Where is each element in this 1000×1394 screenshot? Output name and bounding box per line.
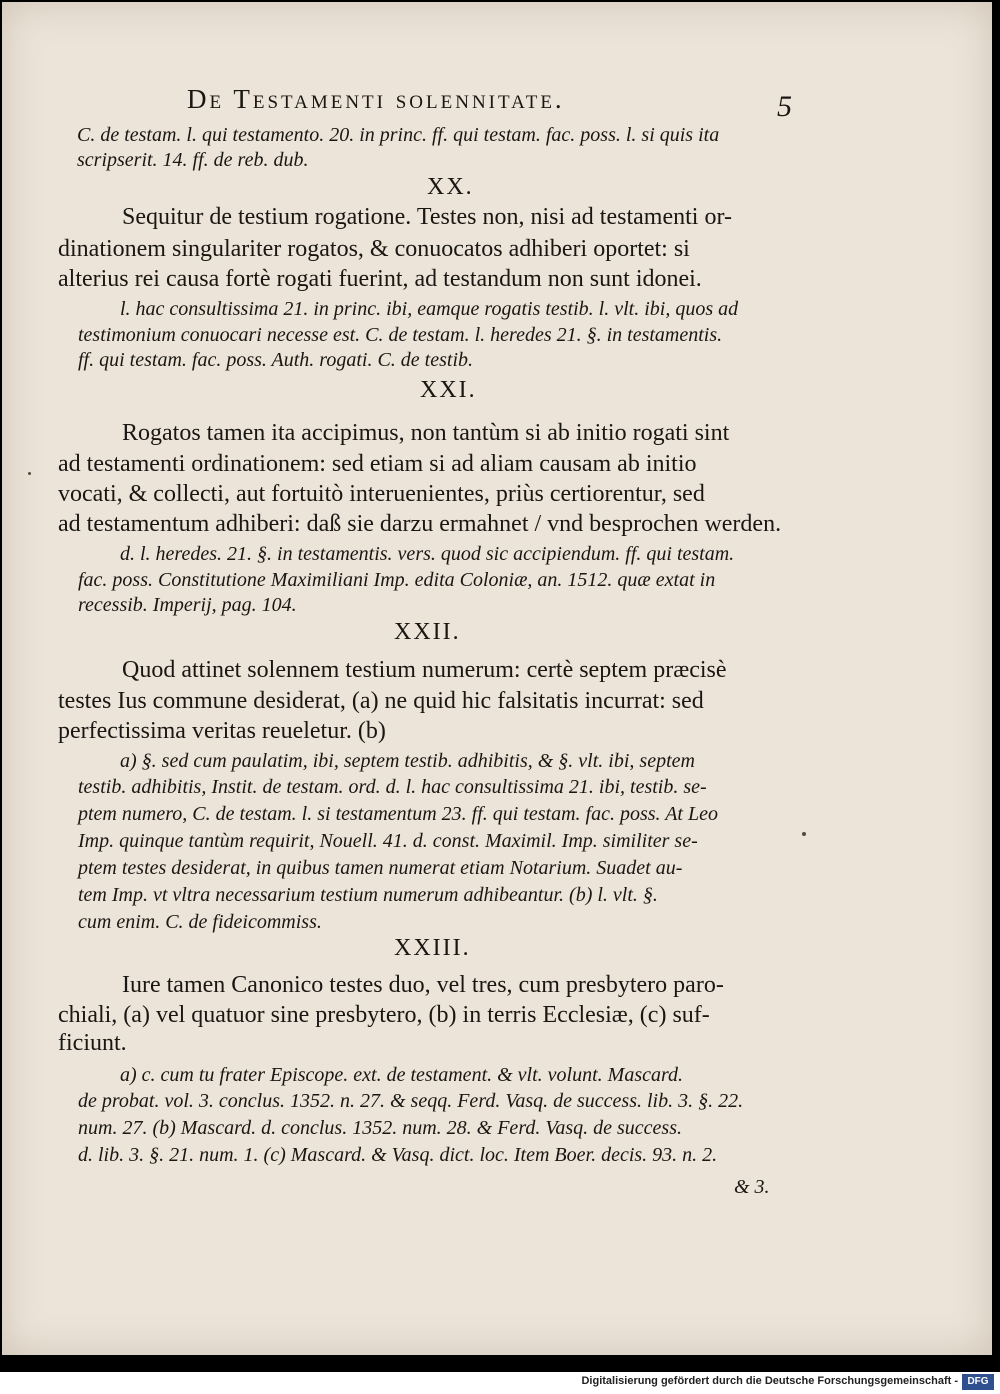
section-heading: XX. [427,174,474,200]
citation-line: a) §. sed cum paulatim, ibi, septem testib. adhibitis, & §. vlt. ibi, septem [120,750,695,772]
citation-line: testimonium conuocari necesse est. C. de testam. l. heredes 21. §. in testamentis. [78,324,723,346]
page-number: 5 [777,90,792,123]
citation-line: ptem testes desiderat, in quibus tamen numerat etiam Notarium. Suadet au- [78,857,683,879]
section-heading: XXI. [420,377,477,403]
body-text-line: ad testamentum adhiberi: daß sie darzu ermahnet / vnd besprochen werden. [58,511,782,537]
body-text-line: Iure tamen Canonico testes duo, vel tres, cum presbytero paro- [122,972,724,998]
body-text-line: Rogatos tamen ita accipimus, non tantùm si ab initio rogati sint [122,420,730,446]
running-title: De Testamenti solennitate. [187,84,565,114]
citation-line: cum enim. C. de fideicommiss. [78,911,322,933]
body-text-line: chiali, (a) vel quatuor sine presbytero, (b) in terris Ecclesiæ, (c) suf- [58,1002,710,1028]
citation-line: Imp. quinque tantùm requirit, Nouell. 41. d. const. Maximil. Imp. similiter se- [78,830,698,852]
citation-line: d. lib. 3. §. 21. num. 1. (c) Mascard. & Vasq. dict. loc. Item Boer. decis. 93. n. 2. [78,1144,718,1166]
funding-credit: Digitalisierung gefördert durch die Deutsche Forschungsgemeinschaft - [581,1375,958,1387]
citation-line: fac. poss. Constitutione Maximiliani Imp. edita Coloniæ, an. 1512. quæ extat in [78,569,716,591]
body-text-line: dinationem singulariter rogatos, & conuocatos adhiberi oportet: si [58,236,690,262]
citation-line: scripserit. 14. ff. de reb. dub. [77,149,309,171]
section-heading: XXII. [394,619,461,645]
citation-line: num. 27. (b) Mascard. d. conclus. 1352. num. 28. & Ferd. Vasq. de success. [78,1117,682,1139]
body-text-line: ficiunt. [58,1030,127,1056]
book-page [2,2,992,1355]
body-text-line: ad testamenti ordinationem: sed etiam si ad aliam causam ab initio [58,451,697,477]
body-text-line: testes Ius commune desiderat, (a) ne quid hic falsitatis incurrat: sed [58,688,704,714]
body-text-line: Quod attinet solennem testium numerum: certè septem præcisè [122,657,727,683]
body-text-line: vocati, & collecti, aut fortuitò interuenientes, priùs certiorentur, sed [58,481,705,507]
citation-line: a) c. cum tu frater Episcope. ext. de testament. & vlt. volunt. Mascard. [120,1064,684,1086]
citation-line: C. de testam. l. qui testamento. 20. in princ. ff. qui testam. fac. poss. l. si quis ita [77,124,720,146]
ink-speck [802,832,806,836]
citation-line: recessib. Imperij, pag. 104. [78,594,297,616]
ink-speck [28,472,31,475]
citation-line: testib. adhibitis, Instit. de testam. ord. d. l. hac consultissima 21. ibi, testib. se- [78,776,707,798]
body-text-line: perfectissima veritas reueletur. (b) [58,718,386,744]
citation-line: ff. qui testam. fac. poss. Auth. rogati. C. de testib. [78,349,473,371]
citation-line: de probat. vol. 3. conclus. 1352. n. 27. & seqq. Ferd. Vasq. de success. lib. 3. §. 22. [78,1090,744,1112]
citation-line: d. l. heredes. 21. §. in testamentis. vers. quod sic accipiendum. ff. qui testam. [120,543,735,565]
dfg-logo: DFG [962,1374,994,1390]
citation-line: & 3. [734,1176,770,1198]
citation-line: tem Imp. vt vltra necessarium testium numerum adhibeantur. (b) l. vlt. §. [78,884,658,906]
body-text-line: Sequitur de testium rogatione. Testes non, nisi ad testamenti or- [122,204,732,230]
body-text-line: alterius rei causa fortè rogati fuerint, ad testandum non sunt idonei. [58,266,702,292]
section-heading: XXIII. [394,935,471,961]
citation-line: l. hac consultissima 21. in princ. ibi, eamque rogatis testib. l. vlt. ibi, quos ad [120,298,739,320]
citation-line: ptem numero, C. de testam. l. si testamentum 23. ff. qui testam. fac. poss. At Leo [78,803,718,825]
